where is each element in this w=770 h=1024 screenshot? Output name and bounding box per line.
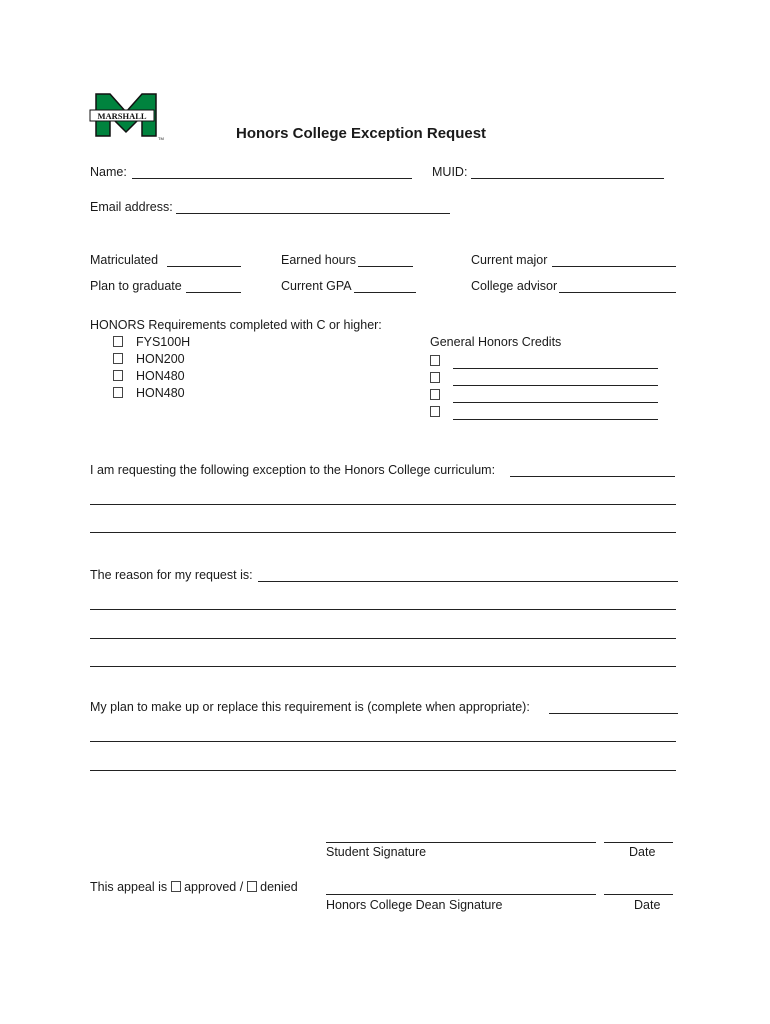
- approved-label: approved /: [184, 880, 244, 894]
- reason-line[interactable]: [90, 666, 676, 667]
- reason-label: The reason for my request is:: [90, 568, 253, 582]
- exception-label: I am requesting the following exception to the Honors College curriculum:: [90, 463, 496, 477]
- student-signature-field[interactable]: [326, 842, 596, 843]
- exception-line[interactable]: [90, 504, 676, 505]
- name-label: Name:: [90, 165, 127, 179]
- muid-field[interactable]: [471, 178, 664, 179]
- matriculated-field[interactable]: [167, 266, 241, 267]
- reason-line[interactable]: [90, 638, 676, 639]
- name-field[interactable]: [132, 178, 412, 179]
- appeal-prefix: This appeal is: [90, 880, 168, 894]
- honors-item-label: HON200: [136, 352, 185, 366]
- page-title: Honors College Exception Request: [236, 125, 487, 142]
- email-field[interactable]: [176, 213, 450, 214]
- dean-date-field[interactable]: [604, 894, 673, 895]
- denied-checkbox[interactable]: [247, 881, 257, 892]
- dean-signature-label: Honors College Dean Signature: [326, 898, 503, 912]
- student-date-label: Date: [629, 845, 656, 859]
- approved-checkbox[interactable]: [171, 881, 181, 892]
- reason-line[interactable]: [90, 609, 676, 610]
- logo-tm: TM: [158, 136, 164, 141]
- credit-field[interactable]: [453, 419, 658, 420]
- student-date-field[interactable]: [604, 842, 673, 843]
- checkbox-icon[interactable]: [113, 387, 123, 398]
- checkbox-icon[interactable]: [430, 406, 440, 417]
- checkbox-icon[interactable]: [430, 389, 440, 400]
- credit-field[interactable]: [453, 368, 658, 369]
- appeal-text: [90, 880, 298, 894]
- matriculated-label: Matriculated: [90, 253, 159, 267]
- general-honors-heading: General Honors Credits: [430, 335, 562, 349]
- dean-date-label: Date: [634, 898, 661, 912]
- checkbox-icon[interactable]: [430, 355, 440, 366]
- honors-item[interactable]: [113, 335, 123, 349]
- earned-hours-field[interactable]: [358, 266, 413, 267]
- plan-to-graduate-label: Plan to graduate: [90, 279, 182, 293]
- honors-item[interactable]: [113, 352, 123, 366]
- plan-field[interactable]: [549, 713, 678, 714]
- checkbox-icon[interactable]: [113, 353, 123, 364]
- checkbox-icon[interactable]: [430, 372, 440, 383]
- email-label: Email address:: [90, 200, 173, 214]
- plan-label: My plan to make up or replace this requirement is (complete when appropriate):: [90, 700, 530, 714]
- current-major-field[interactable]: [552, 266, 676, 267]
- reason-field[interactable]: [258, 581, 678, 582]
- credit-checkbox[interactable]: [430, 371, 440, 385]
- earned-hours-label: Earned hours: [281, 253, 357, 267]
- checkbox-icon[interactable]: [113, 370, 123, 381]
- exception-field[interactable]: [510, 476, 675, 477]
- honors-item-label: HON480: [136, 386, 185, 400]
- current-gpa-label: Current GPA: [281, 279, 352, 293]
- marshall-logo: [90, 92, 162, 142]
- credit-checkbox[interactable]: [430, 388, 440, 402]
- credit-checkbox[interactable]: [430, 354, 440, 368]
- honors-item-label: HON480: [136, 369, 185, 383]
- logo-text: MARSHALL: [97, 111, 147, 121]
- college-advisor-field[interactable]: [559, 292, 676, 293]
- honors-item[interactable]: [113, 386, 123, 400]
- credit-field[interactable]: [453, 385, 658, 386]
- muid-label: MUID:: [432, 165, 468, 179]
- credit-field[interactable]: [453, 402, 658, 403]
- exception-line[interactable]: [90, 532, 676, 533]
- credit-checkbox[interactable]: [430, 405, 440, 419]
- current-gpa-field[interactable]: [354, 292, 416, 293]
- student-signature-label: Student Signature: [326, 845, 427, 859]
- plan-to-graduate-field[interactable]: [186, 292, 241, 293]
- checkbox-icon[interactable]: [113, 336, 123, 347]
- plan-line[interactable]: [90, 770, 676, 771]
- honors-item-label: FYS100H: [136, 335, 191, 349]
- honors-heading: HONORS Requirements completed with C or higher:: [90, 318, 382, 332]
- current-major-label: Current major: [471, 253, 548, 267]
- denied-label: denied: [260, 880, 298, 894]
- honors-item[interactable]: [113, 369, 123, 383]
- dean-signature-field[interactable]: [326, 894, 596, 895]
- plan-line[interactable]: [90, 741, 676, 742]
- college-advisor-label: College advisor: [471, 279, 558, 293]
